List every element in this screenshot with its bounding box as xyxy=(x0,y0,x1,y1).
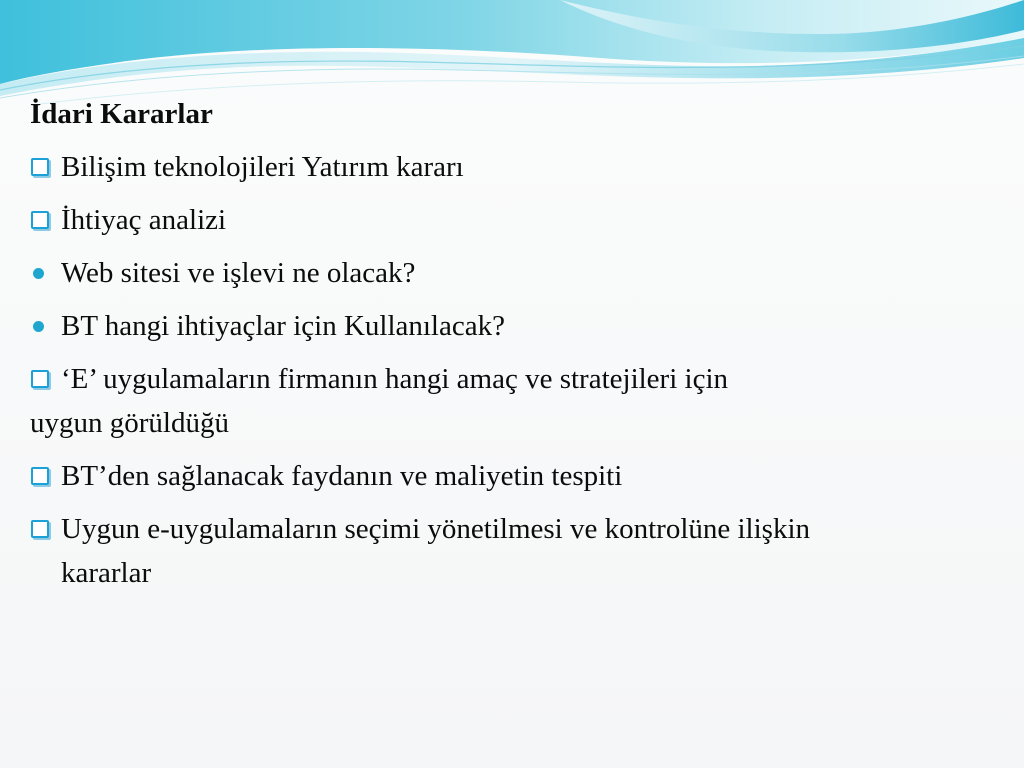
list-item xyxy=(30,507,821,595)
checkbox-icon xyxy=(31,158,49,176)
list-item-continuation: uygun görüldüğü xyxy=(30,407,229,439)
list-item-text: Bilişim teknolojileri Yatırım kararı xyxy=(61,151,464,183)
dot-icon xyxy=(33,268,44,279)
slide-title: İdari Kararlar xyxy=(30,98,213,130)
slide-content xyxy=(30,92,990,604)
list-item xyxy=(30,454,990,498)
list-item xyxy=(30,198,990,242)
list-item xyxy=(30,304,990,348)
checkbox-icon xyxy=(31,370,49,388)
checkbox-icon xyxy=(31,520,49,538)
list-item-text: ‘E’ uygulamaların firmanın hangi amaç ve stratejileri için xyxy=(61,363,728,395)
checkbox-icon xyxy=(31,467,49,485)
dot-icon xyxy=(33,321,44,332)
list-item-text: İhtiyaç analizi xyxy=(61,204,227,236)
list-item-text: BT hangi ihtiyaçlar için Kullanılacak? xyxy=(61,310,505,342)
list-item-text: BT’den sağlanacak faydanın ve maliyetin tespiti xyxy=(61,460,623,492)
checkbox-icon xyxy=(31,211,49,229)
list-item xyxy=(30,251,990,295)
list-item-text: Web sitesi ve işlevi ne olacak? xyxy=(61,257,416,289)
list-item xyxy=(30,145,990,189)
list-item-text: Uygun e-uygulamaların seçimi yönetilmesi ve kontrolüne ilişkin kararlar xyxy=(61,513,811,589)
list-item xyxy=(30,357,990,445)
